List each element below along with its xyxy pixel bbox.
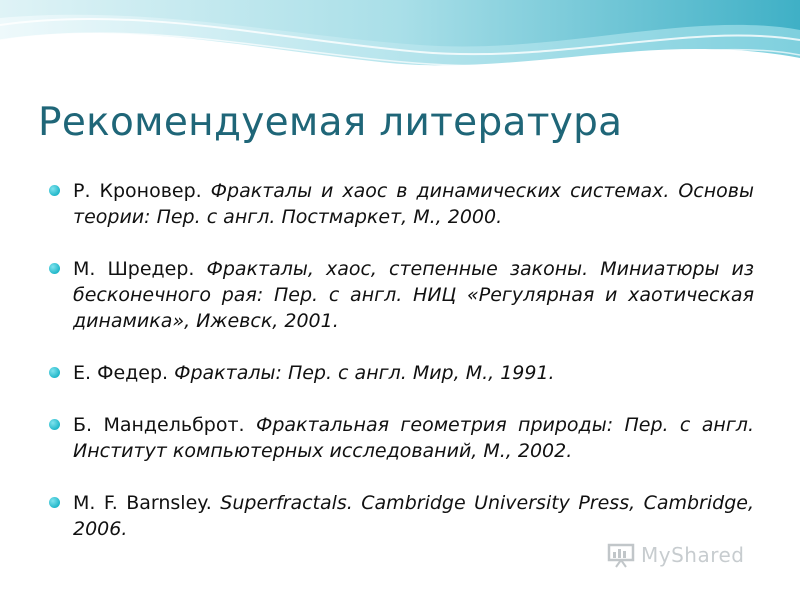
header-wave-decoration (0, 0, 800, 95)
bullet-icon (49, 367, 60, 378)
reference-author: Б. Мандельброт. (73, 414, 256, 436)
reference-item (46, 412, 754, 464)
reference-author: Р. Кроновер. (73, 180, 211, 202)
slide-title: Рекомендуемая литература (38, 100, 623, 145)
reference-author: Е. Федер. (73, 362, 175, 384)
reference-title: Superfractals. Cambridge University Press, Cambridge, 2006. (73, 492, 754, 540)
watermark-text: MyShared (641, 543, 745, 567)
reference-title: Фрактальная геометрия природы: Пер. с англ. Институт компьютерных исследований, М., 2002. (73, 414, 754, 462)
reference-title: Фракталы: Пер. с англ. Мир, М., 1991. (174, 362, 555, 384)
reference-item (46, 490, 754, 542)
reference-list (46, 178, 754, 568)
bullet-icon (49, 185, 60, 196)
watermark (607, 540, 767, 570)
bullet-icon (49, 497, 60, 508)
reference-title: Фракталы и хаос в динамических системах. Основы теории: Пер. с англ. Постмаркет, М., 2000. (73, 180, 754, 228)
reference-author: M. F. Barnsley. (73, 492, 221, 514)
presentation-board-icon (607, 542, 635, 568)
reference-author: М. Шредер. (73, 258, 207, 280)
reference-item (46, 256, 754, 334)
bullet-icon (49, 263, 60, 274)
reference-title: Фракталы, хаос, степенные законы. Миниатюры из бесконечного рая: Пер. с англ. НИЦ «Регулярная и хаотическая динамика», Ижевск, 2001. (73, 258, 754, 332)
reference-item (46, 178, 754, 230)
reference-item (46, 360, 754, 386)
bullet-icon (49, 419, 60, 430)
